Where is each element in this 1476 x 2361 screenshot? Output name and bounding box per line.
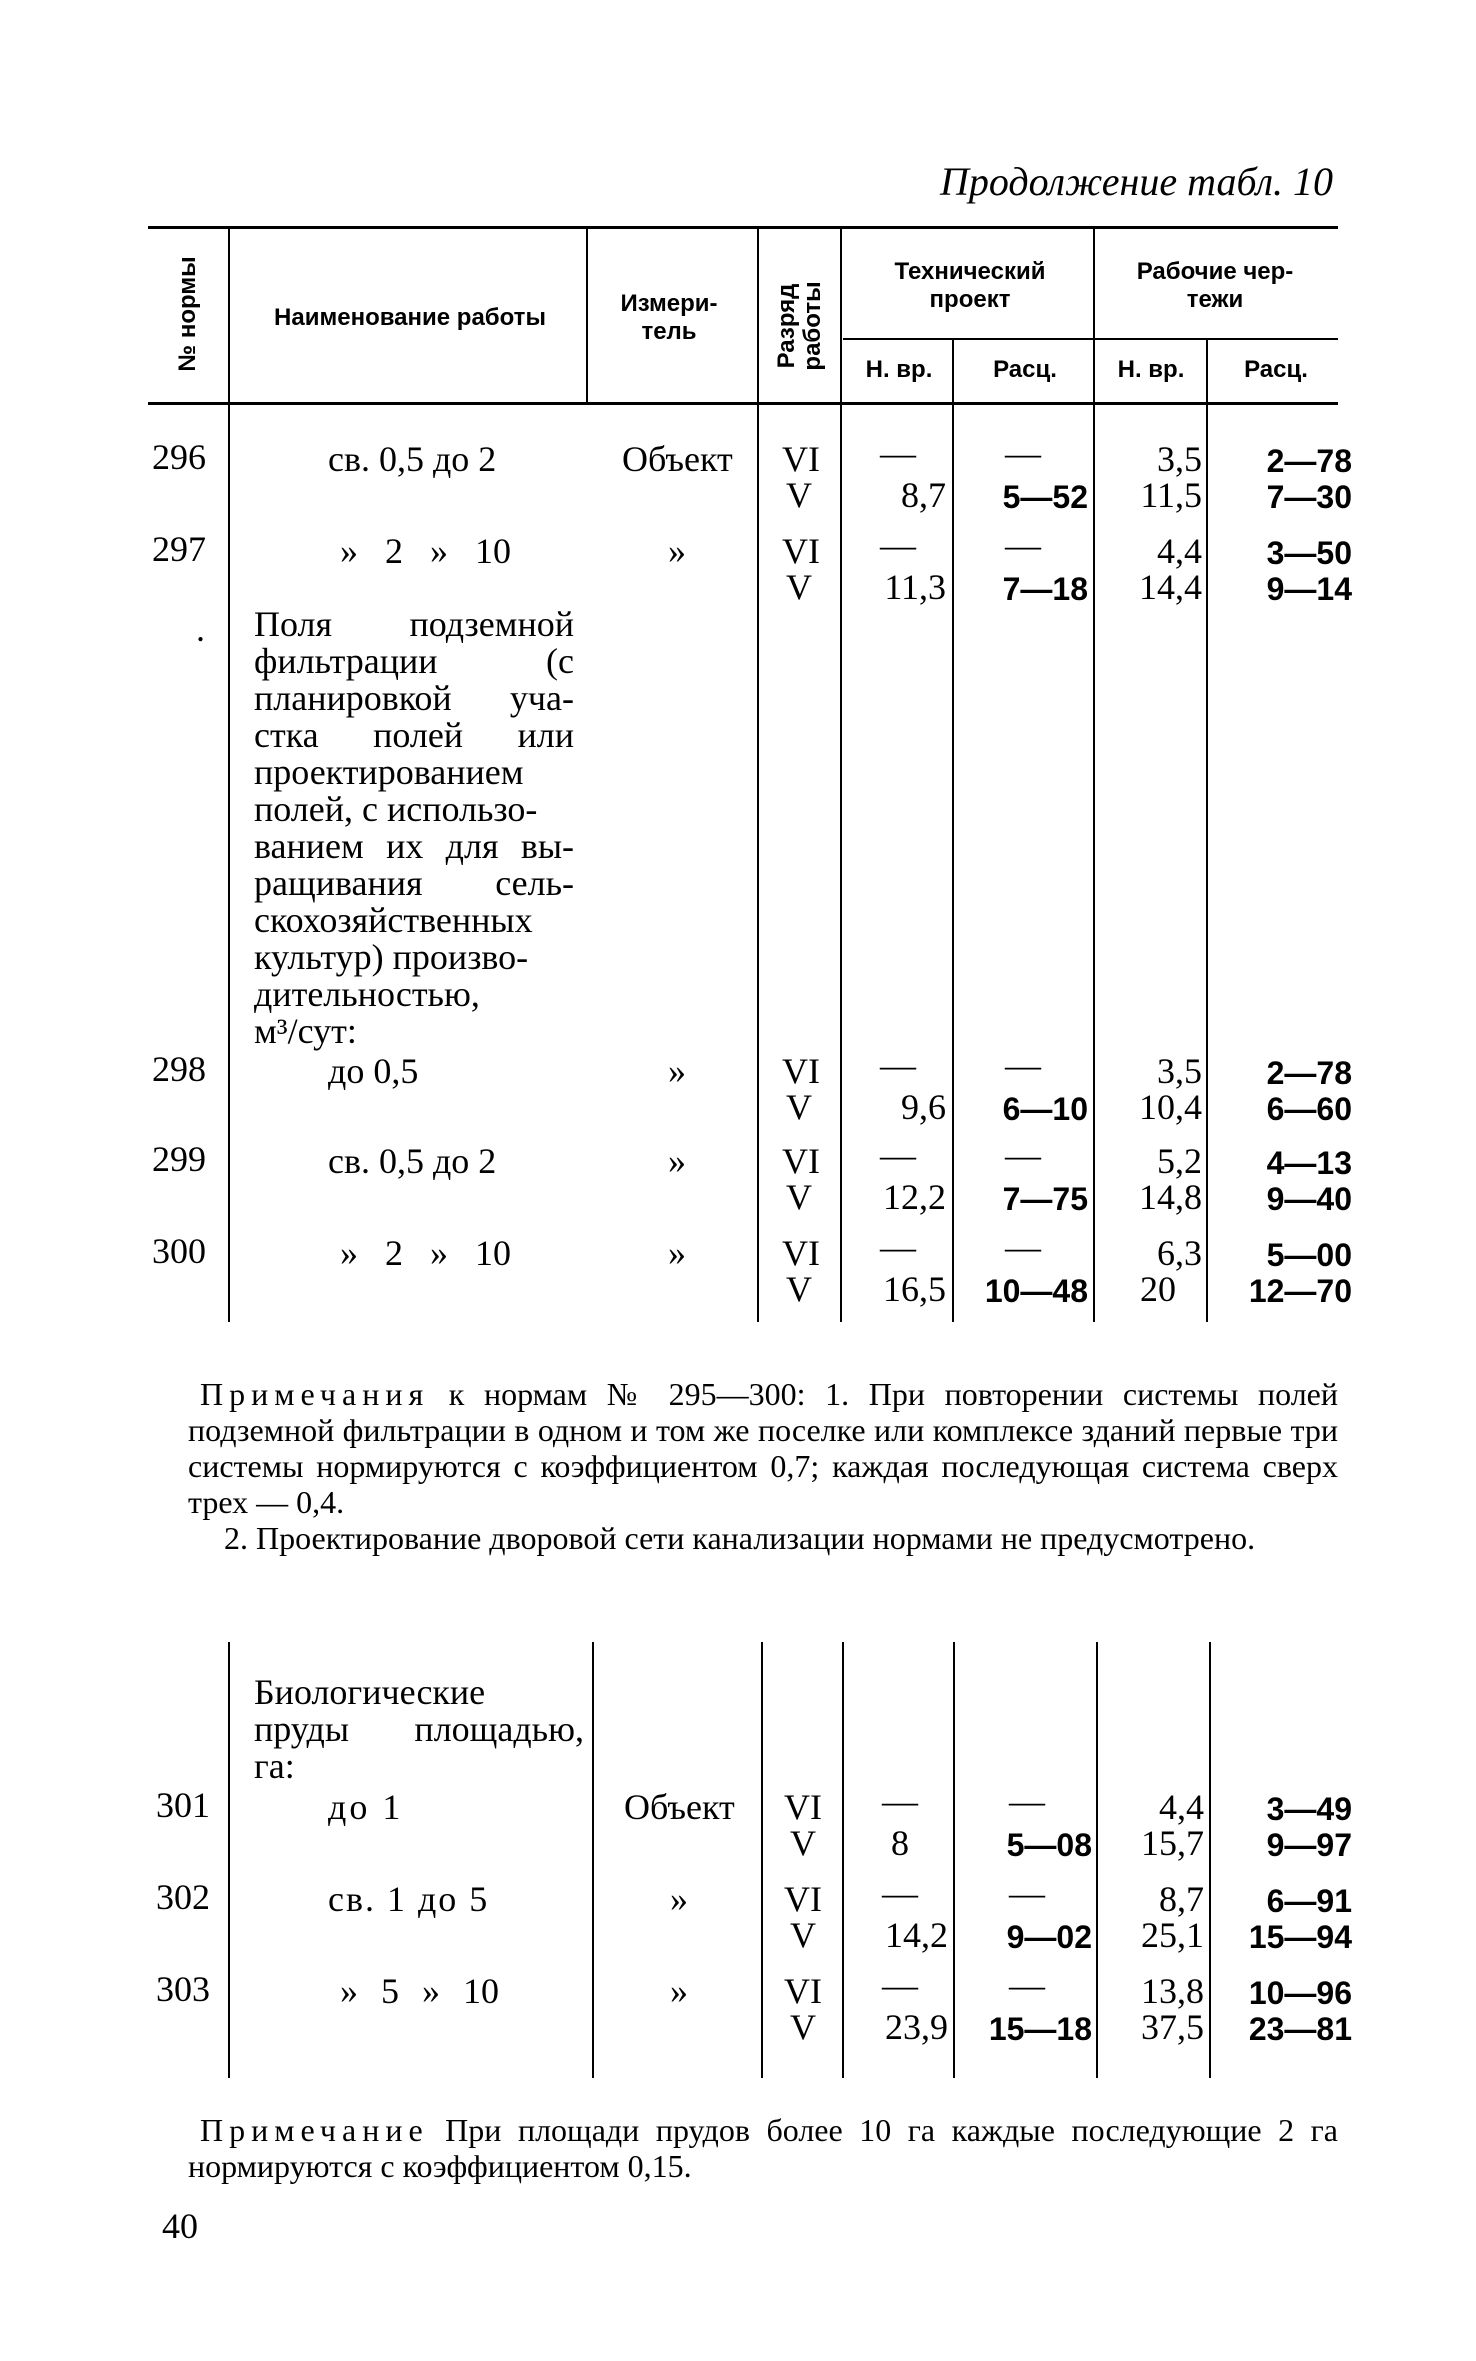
tech-rate: 6—10 xyxy=(1002,1091,1088,1127)
work-rate: 5—00 xyxy=(1266,1237,1352,1273)
header-unit: Измери-тель xyxy=(620,290,718,345)
continuation-caption: Продолжение табл. 10 xyxy=(940,159,1334,204)
work-hours: 25,1 xyxy=(1141,1915,1204,1955)
tech-rate: — xyxy=(1009,1965,1045,2005)
table-note xyxy=(188,1376,1338,1520)
unit: » xyxy=(670,1879,688,1919)
work-name: до 1 xyxy=(328,1787,404,1827)
work-rate: 6—60 xyxy=(1266,1091,1352,1127)
tech-rate: — xyxy=(1005,1045,1041,1085)
work-name: св. 0,5 до 2 xyxy=(328,1141,497,1181)
norm-number: 296 xyxy=(152,437,206,477)
group-line: м³/сут: xyxy=(254,1011,357,1051)
tech-hours: 14,2 xyxy=(885,1915,948,1955)
note-text: При площади прудов более 10 га каждые последующие 2 га нормируются с коэффициентом 0,15. xyxy=(188,2112,1338,2184)
table1-col-rule xyxy=(952,340,954,1322)
work-hours: 6,3 xyxy=(1157,1233,1202,1273)
work-hours: 10,4 xyxy=(1139,1087,1202,1127)
tech-rate: — xyxy=(1009,1873,1045,1913)
work-rate: 4—13 xyxy=(1266,1145,1352,1181)
norm-number: 298 xyxy=(152,1049,206,1089)
table-note xyxy=(188,2112,1338,2184)
grade: V xyxy=(790,1823,816,1863)
group-line: дительностью, xyxy=(254,974,480,1014)
table1-col-rule xyxy=(586,228,588,404)
work-hours: 14,4 xyxy=(1139,567,1202,607)
tech-hours: 9,6 xyxy=(901,1087,946,1127)
table1-subheader-rule xyxy=(843,338,1338,340)
header-work-name: Наименование работы xyxy=(274,304,546,331)
tech-hours: — xyxy=(880,1135,916,1175)
work-hours: 37,5 xyxy=(1141,2007,1204,2047)
work-hours: 3,5 xyxy=(1157,1051,1202,1091)
norm-number: 303 xyxy=(156,1969,210,2009)
grade: V xyxy=(786,1177,812,1217)
work-rate: 3—50 xyxy=(1266,535,1352,571)
grade: V xyxy=(790,1915,816,1955)
unit: » xyxy=(668,1233,686,1273)
unit: » xyxy=(668,531,686,571)
work-hours: 5,2 xyxy=(1157,1141,1202,1181)
group-line: пруды площадью, xyxy=(254,1709,584,1749)
tech-rate: — xyxy=(1005,525,1041,565)
header-norm-number: № нормы xyxy=(174,256,201,372)
work-rate: 23—81 xyxy=(1248,2011,1352,2047)
table1-col-rule xyxy=(228,228,230,1322)
table1-col-rule xyxy=(757,228,759,1322)
header-working-drawings: Рабочие чер-тежи xyxy=(1136,258,1294,313)
table2-col-rule xyxy=(842,1642,844,2078)
tech-hours: 16,5 xyxy=(883,1269,946,1309)
header-work-hours: Н. вр. xyxy=(1117,356,1185,383)
norm-number: 300 xyxy=(152,1231,206,1271)
tech-rate: 9—02 xyxy=(1006,1919,1092,1955)
unit: Объект xyxy=(624,1787,735,1827)
grade: V xyxy=(790,2007,816,2047)
header-grade: Разряд работы xyxy=(773,281,826,371)
work-hours: 15,7 xyxy=(1141,1823,1204,1863)
table1-col-rule xyxy=(1206,340,1208,1322)
note-text: к нормам № 295—300: 1. При повторении системы полей подземной фильтрации в одном и том же поселке или комплексе зданий первые три системы нормируются с коэффициентом 0,7; каждая последующая система сверх трех — 0,4. xyxy=(188,1376,1338,1520)
norm-number: 299 xyxy=(152,1139,206,1179)
unit: » xyxy=(668,1051,686,1091)
tech-hours: — xyxy=(880,525,916,565)
tech-rate: — xyxy=(1005,1227,1041,1267)
work-name: до 0,5 xyxy=(328,1051,419,1091)
group-line: Поля подземной xyxy=(254,604,574,644)
work-name: » 2 » 10 xyxy=(340,531,511,571)
grade: V xyxy=(786,475,812,515)
work-name: св. 0,5 до 2 xyxy=(328,439,497,479)
work-hours: 8,7 xyxy=(1159,1879,1204,1919)
work-hours: 13,8 xyxy=(1141,1971,1204,2011)
header-tech-rate: Расц. xyxy=(993,356,1057,383)
norm-number: 297 xyxy=(152,529,206,569)
table1-col-rule xyxy=(840,228,842,1322)
work-name: » 2 » 10 xyxy=(340,1233,511,1273)
unit: » xyxy=(670,1971,688,2011)
group-line: Биологические xyxy=(254,1672,486,1712)
tech-hours: 23,9 xyxy=(885,2007,948,2047)
table-note-item xyxy=(188,1520,1338,1556)
grade: VI xyxy=(784,1879,822,1919)
table1-header-bottom-rule xyxy=(148,402,1338,405)
group-line: га: xyxy=(254,1746,295,1786)
header-tech-hours: Н. вр. xyxy=(865,356,933,383)
note-lead: Примечания xyxy=(200,1376,430,1412)
grade: VI xyxy=(782,1051,820,1091)
header-tech-project: Технический проект xyxy=(894,258,1046,313)
group-line: планировкой уча- xyxy=(254,678,574,718)
group-line: полей, с использо- xyxy=(254,789,538,829)
grade: VI xyxy=(784,1971,822,2011)
tech-rate: 10—48 xyxy=(984,1273,1088,1309)
norm-number: 301 xyxy=(156,1785,210,1825)
table1-col-rule xyxy=(1093,228,1095,1322)
table2-col-rule xyxy=(761,1642,763,2078)
work-hours: 3,5 xyxy=(1157,439,1202,479)
tech-hours: — xyxy=(882,1965,918,2005)
tech-hours: — xyxy=(880,1045,916,1085)
tech-hours: — xyxy=(880,1227,916,1267)
grade: VI xyxy=(782,1233,820,1273)
tech-hours: — xyxy=(880,433,916,473)
tech-rate: 15—18 xyxy=(988,2011,1092,2047)
tech-hours: 8 xyxy=(891,1823,909,1863)
group-line: ращивания сель- xyxy=(254,863,574,903)
page-number: 40 xyxy=(162,2206,198,2246)
tech-rate: 7—75 xyxy=(1002,1181,1088,1217)
tech-rate: 7—18 xyxy=(1002,571,1088,607)
work-rate: 9—40 xyxy=(1266,1181,1352,1217)
work-hours: 4,4 xyxy=(1157,531,1202,571)
table2-col-rule xyxy=(228,1642,230,2078)
work-hours: 20 xyxy=(1140,1269,1176,1309)
work-rate: 2—78 xyxy=(1266,1055,1352,1091)
table2-col-rule xyxy=(953,1642,955,2078)
table2-col-rule xyxy=(592,1642,594,2078)
tech-hours: — xyxy=(882,1781,918,1821)
grade: VI xyxy=(782,1141,820,1181)
note-lead: Примечание xyxy=(200,2112,429,2148)
tech-rate: — xyxy=(1005,433,1041,473)
work-rate: 7—30 xyxy=(1266,479,1352,515)
unit: Объект xyxy=(622,439,733,479)
work-hours: 14,8 xyxy=(1139,1177,1202,1217)
work-rate: 2—78 xyxy=(1266,443,1352,479)
group-description xyxy=(254,606,574,1050)
unit: » xyxy=(668,1141,686,1181)
work-rate: 10—96 xyxy=(1248,1975,1352,2011)
group-description xyxy=(254,1674,584,1785)
tech-rate: — xyxy=(1009,1781,1045,1821)
table2-col-rule xyxy=(1096,1642,1098,2078)
tech-hours: 11,3 xyxy=(884,567,946,607)
group-line: культур) произво- xyxy=(254,937,529,977)
group-line: проектированием xyxy=(254,752,524,792)
grade: V xyxy=(786,567,812,607)
header-work-rate: Расц. xyxy=(1244,356,1308,383)
norm-number: 302 xyxy=(156,1877,210,1917)
tech-hours: — xyxy=(882,1873,918,1913)
tech-rate: — xyxy=(1005,1135,1041,1175)
group-marker: . xyxy=(196,609,205,649)
work-rate: 3—49 xyxy=(1266,1791,1352,1827)
grade: VI xyxy=(784,1787,822,1827)
work-rate: 9—14 xyxy=(1266,571,1352,607)
work-rate: 12—70 xyxy=(1248,1273,1352,1309)
work-name: св. 1 до 5 xyxy=(328,1879,490,1919)
grade: VI xyxy=(782,531,820,571)
work-hours: 4,4 xyxy=(1159,1787,1204,1827)
tech-hours: 8,7 xyxy=(901,475,946,515)
work-rate: 6—91 xyxy=(1266,1883,1352,1919)
group-line: скохозяйственных xyxy=(254,900,533,940)
grade: V xyxy=(786,1269,812,1309)
grade: V xyxy=(786,1087,812,1127)
work-name: » 5 » 10 xyxy=(340,1971,499,2011)
table2-col-rule xyxy=(1209,1642,1211,2078)
group-line: фильтрации (с xyxy=(254,641,574,681)
group-line: ванием их для вы- xyxy=(254,826,574,866)
work-rate: 15—94 xyxy=(1248,1919,1352,1955)
grade: VI xyxy=(782,439,820,479)
work-hours: 11,5 xyxy=(1140,475,1202,515)
table1-top-rule xyxy=(148,226,1338,229)
tech-hours: 12,2 xyxy=(883,1177,946,1217)
note-text: 2. Проектирование дворовой сети канализации нормами не предусмотрено. xyxy=(224,1520,1256,1556)
tech-rate: 5—52 xyxy=(1002,479,1088,515)
tech-rate: 5—08 xyxy=(1006,1827,1092,1863)
work-rate: 9—97 xyxy=(1266,1827,1352,1863)
group-line: стка полей или xyxy=(254,715,574,755)
